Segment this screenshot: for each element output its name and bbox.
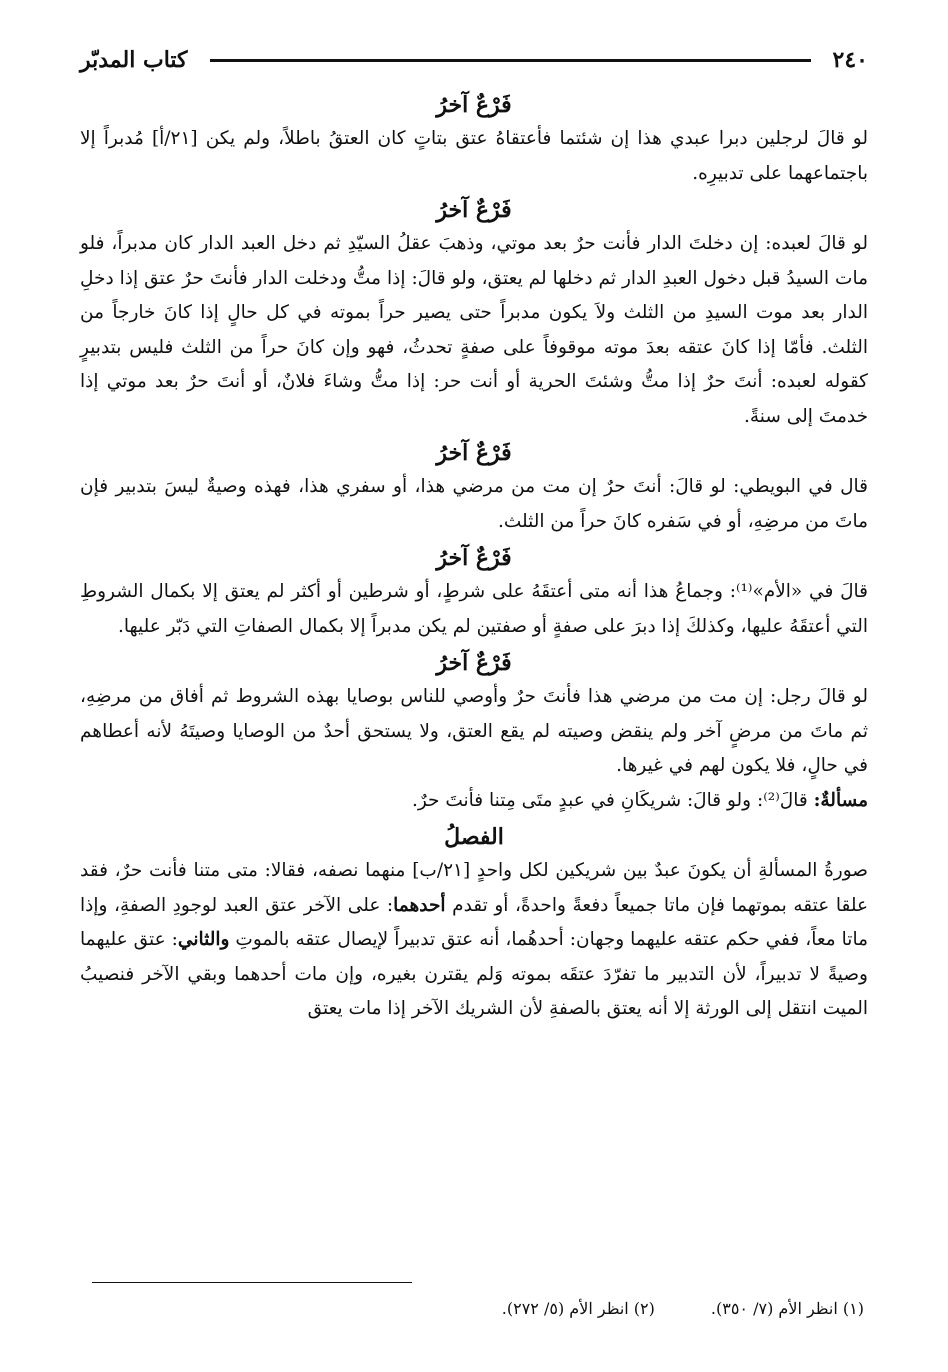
paragraph: لو قالَ رجل: إن مت من مرضي هذا فأنتَ حرٌ وأوصي للناس بوصايا بهذه الشروط ثم أفاق من مرضِهِ، ثم ماتَ من مرضٍ آخر ولم ينقض وصيته لم يقع العتق، ولا يستحق أحدٌ من الوصايا وصيتَهُ لأنه أعطاهم في حالٍ، فلا يكون لهم في غيرها. xyxy=(80,686,868,776)
masala-text: قالَ⁽²⁾: ولو قالَ: شريكَانِ في عبدٍ متَى مِتنا فأنتَ حرٌ. xyxy=(411,789,808,811)
footnote-1: (١) انظر الأم (٧/ ٣٥٠). xyxy=(710,1299,864,1318)
section-heading: فَرْعٌ آخرُ xyxy=(436,650,512,676)
section-heading: فَرْعٌ آخرُ xyxy=(436,545,512,571)
paragraph: قالَ في «الأم»⁽¹⁾: وجماعُ هذا أنه متى أعتقَهُ على شرطٍ، أو شرطين أو أكثر لم يعتق إلا بكمال الشروطِ التي أعتقَهُ عليها، وكذلكَ إذا دبرَ على صفةٍ أو صفتين لم يكن مدبراً إلا بكمال الصفاتِ التي دَبّر عليها. xyxy=(80,581,868,637)
running-title: كتاب المدبّر xyxy=(80,47,188,73)
section-heading: فَرْعٌ آخرُ xyxy=(436,92,512,118)
bold-term: أحدهما xyxy=(393,894,446,916)
paragraph-text: صورةُ المسألةِ أن يكونَ عبدٌ بين شريكين لكل واحدٍ [٢١/ب] منهما نصفه، فقالا: متى متنا فأنت حرٌ، فقد علقا عتقه بموتهما فإن ماتا جميعاً دفعةً واحدةً، أو تقدم xyxy=(80,860,868,916)
bold-term: والثاني xyxy=(177,929,230,950)
page-header xyxy=(80,42,868,78)
section-heading: الفصلُ xyxy=(444,824,504,850)
page-body xyxy=(80,88,868,1027)
header-rule xyxy=(210,59,811,62)
section-heading: فَرْعٌ آخرُ xyxy=(436,440,512,466)
masala-paragraph xyxy=(80,784,868,819)
page-number: ٢٤٠ xyxy=(832,47,868,73)
footnotes xyxy=(502,1296,864,1322)
paragraph: لو قالَ لرجلين دبرا عبدي هذا إن شئتما فأعتقاهُ عتق بتاتٍ كان العتقُ باطلاً، ولم يكن [٢١/أ] مُدبراً إلا باجتماعهما على تدبيرِه. xyxy=(80,128,868,184)
section-heading: فَرْعٌ آخرُ xyxy=(436,197,512,223)
paragraph-text: : عتق عليهما وصيةً لا تدبيراً، لأن التدبير ما تفرّدَ عتقَه بموته وَلم يقترن بغيره، وإن مات أحدهما وبقي الآخر فنصيبُ الميت انتقل إلى الورثة إلا أنه يعتق بالصفةِ لأن الشريك الآخر إذا مات يعتق xyxy=(80,929,868,1019)
footnote-rule xyxy=(92,1282,412,1283)
footnote-2: (٢) انظر الأم (٥/ ٢٧٢). xyxy=(501,1299,655,1318)
masala-label: مسألةٌ: xyxy=(813,789,868,811)
paragraph xyxy=(80,854,868,1027)
paragraph: قال في البويطي: لو قالَ: أنتَ حرٌ إن مت من مرضي هذا، أو سفري هذا، فهذه وصيةٌ ليسَ بتدبير فإن ماتَ من مرضِهِ، أو في سَفره كانَ حراً من الثلث. xyxy=(80,476,868,532)
paragraph-text: : على الآخر عتق العبد لوجودِ الصفةِ، وإذا ماتا معاً، ففي حكم عتقه عليهما وجهان: أحدهُما، أنه عتق تدبيراً لإيصال عتقه بالموتِ xyxy=(80,894,868,950)
paragraph: لو قالَ لعبده: إن دخلتَ الدار فأنت حرٌ بعد موتي، وذهبَ عقلُ السيّدِ ثم دخل العبد الدار كان مدبراً، فلو مات السيدُ قبل دخول العبدِ الدار ثم دخلها لم يعتق، ولو قالَ: إذا متُّ ودخلت الدار فأنتَ حرٌ عتق إذا دخلِ الدار بعد موت السيدِ من الثلث ولاَ يكون مدبراً حتى يصير حراً بموته في كل حالٍ إذا كانَ خارجاً من الثلث. فأمّا إذا كانَ عتقه بعدَ موته موقوفاً على صفةٍ تحدثُ، فهو وإن كانَ حراً من الثلث فليس بتدبيرٍ كقوله لعبده: أنتَ حرٌ إذا متُّ وشئتَ الحرية أو أنت حر: إذا متُّ وشاءَ فلانٌ، أو أنتَ حرٌ بعد موتي إذا خدمتَ إلى سنةً. xyxy=(80,233,868,427)
